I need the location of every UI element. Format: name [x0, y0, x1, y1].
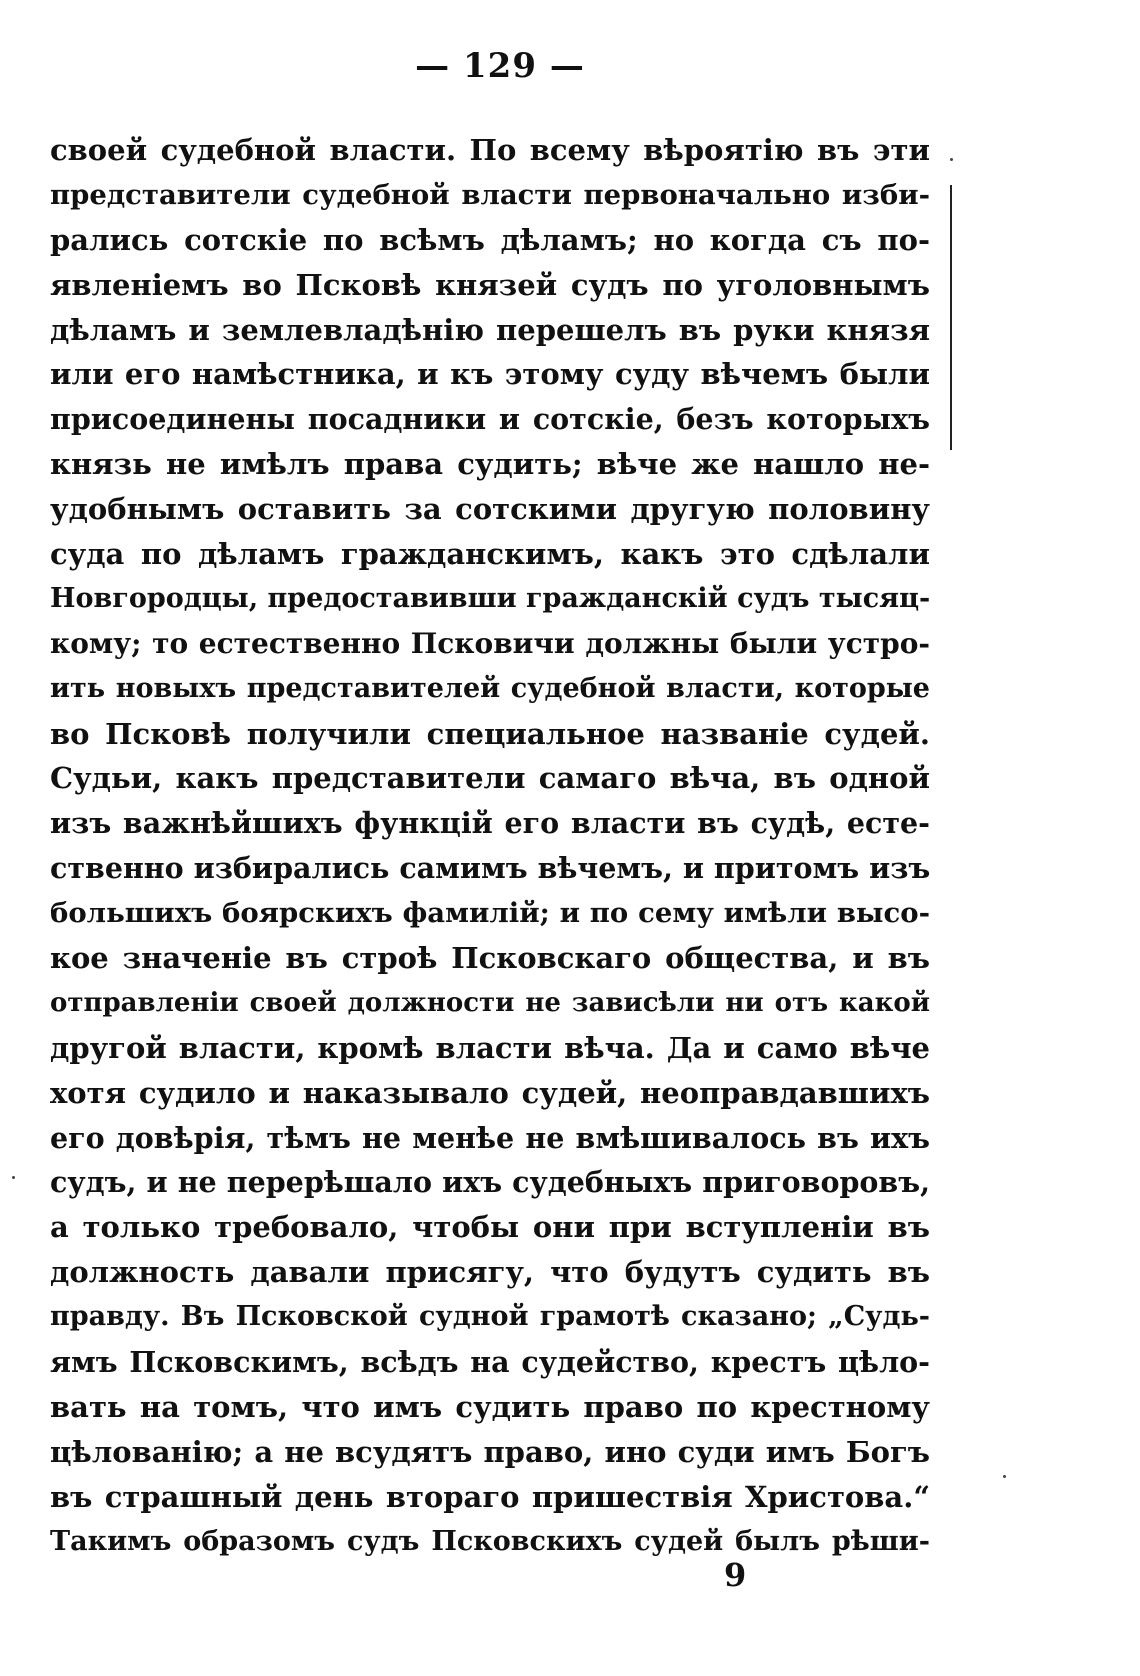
text-line: ить новыхъ представителей судебной власти, которые — [50, 672, 930, 704]
body-text — [50, 128, 930, 1565]
text-line: хотя судило и наказывало судей, неоправдавшихъ — [50, 1075, 930, 1110]
text-line: Такимъ образомъ судъ Псковскихъ судей былъ рѣши- — [50, 1525, 930, 1557]
text-line: должность давали присягу, что будутъ судить въ — [50, 1255, 930, 1290]
signature-mark: 9 — [724, 1556, 747, 1594]
text-line: изъ важнѣйшихъ функцій его власти въ судѣ, есте- — [50, 806, 930, 841]
text-line: правду. Въ Псковской судной грамотѣ сказано; „Судь- — [50, 1301, 930, 1333]
text-line: а только требовало, чтобы они при вступленіи въ — [50, 1210, 930, 1245]
text-line: или его намѣстника, и къ этому суду вѣчемъ были — [50, 357, 930, 392]
ink-speck — [950, 158, 953, 161]
text-line: его довѣрія, тѣмъ не менѣе не вмѣшивалось въ ихъ — [50, 1120, 930, 1155]
margin-line — [950, 185, 952, 450]
text-line: Новгородцы, предоставивши гражданскій судъ тысяц- — [50, 582, 931, 614]
text-line: явленіемъ во Псковѣ князей судъ по уголовнымъ — [50, 267, 930, 302]
ink-speck — [12, 1176, 15, 1179]
text-line: кому; то естественно Псковичи должны были устро- — [50, 626, 930, 660]
text-line: присоединены посадники и сотскіе, безъ которыхъ — [50, 402, 930, 437]
text-line: удобнымъ оставить за сотскими другую половину — [50, 492, 930, 527]
text-line: ственно избирались самимъ вѣчемъ, и притомъ изъ — [50, 851, 931, 886]
text-line: другой власти, кромѣ власти вѣча. Да и само вѣче — [50, 1030, 930, 1065]
text-line: отправленіи своей должности не зависѣли ни отъ какой — [50, 987, 930, 1018]
text-line: въ страшный день втораго пришествія Христова.“ — [50, 1479, 930, 1514]
text-line: во Псковѣ получили специальное названіе судей. — [50, 716, 930, 751]
text-line: суда по дѣламъ гражданскимъ, какъ это сдѣлали — [50, 537, 930, 572]
text-line: представители судебной власти первоначально изби- — [50, 178, 930, 211]
text-line: Судьи, какъ представители самаго вѣча, въ одной — [50, 761, 930, 796]
ink-speck — [1003, 1475, 1006, 1478]
text-line: рались сотскіе по всѣмъ дѣламъ; но когда съ по- — [50, 222, 930, 257]
text-line: судъ, и не перерѣшало ихъ судебныхъ приговоровъ, — [50, 1165, 930, 1200]
text-line: цѣлованію; а не всудятъ право, ино суди имъ Богъ — [50, 1434, 930, 1469]
page-number: — 129 — — [415, 46, 585, 86]
text-line: кое значеніе въ строѣ Псковскаго общества, и въ — [50, 941, 930, 976]
text-line: большихъ боярскихъ фамилій; и по сему имѣли высо- — [50, 897, 930, 930]
text-line: дѣламъ и землевладѣнію перешелъ въ руки князя — [50, 312, 930, 347]
text-line: ямъ Псковскимъ, всѣдъ на судейство, крестъ цѣло- — [50, 1345, 930, 1380]
text-line: вать на томъ, что имъ судить право по крестному — [50, 1389, 930, 1424]
text-line: князь не имѣлъ права судить; вѣче же нашло не- — [50, 447, 930, 482]
text-line: своей судебной власти. По всему вѣроятію въ эти — [50, 133, 930, 167]
